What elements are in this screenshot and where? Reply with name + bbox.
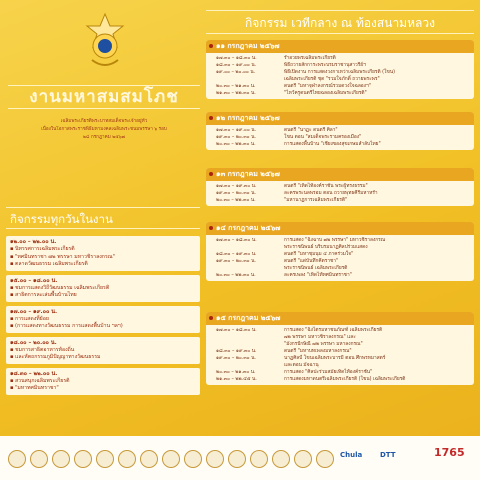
daily-item-text: "มหาทศมินทราชา" xyxy=(15,385,59,391)
daily-item-text: สวนสนุกเฉลิมพระเกียรติ xyxy=(15,377,70,384)
schedule-activity: ดนตรี "มหาบทเพลงมหาลงกรณ" xyxy=(284,349,352,354)
daily-item-line xyxy=(10,292,196,300)
daily-item xyxy=(6,306,200,333)
schedule-row xyxy=(216,362,468,369)
ministry-seal-icon xyxy=(74,450,92,468)
day-date: ๑๔ กรกฎาคม ๒๕๖๗ xyxy=(206,222,474,235)
bullet-icon: ▪ xyxy=(10,261,14,267)
ministry-seal-icon xyxy=(228,450,246,468)
schedule-time: ๒๑.๓๐ – ๒๒.๓๐ น. xyxy=(216,91,256,96)
schedule-time: ๒๐.๓๐ – ๒๒.๓๐ น. xyxy=(216,273,256,278)
daily-item-time: ๑๘.๐๐ – ๒๐.๐๐ น. xyxy=(10,339,57,346)
day-date: ๑๕ กรกฎาคม ๒๕๖๗ xyxy=(206,312,474,325)
schedule-time: ๑๘.๓๐ – ๑๙.๓๐ น. xyxy=(216,349,257,354)
schedule-activity: พิธีเปิดงาน การแสดงวงกาเหว่าเฉลิมพระเกียรติ (โขน) xyxy=(284,70,395,75)
ministry-seal-icon xyxy=(184,450,202,468)
daily-item-text: นิทรรศการเฉลิมพระเกียรติ xyxy=(15,246,75,252)
daily-item-text: การแสดงที่ย้อย xyxy=(15,315,49,322)
schedule-row xyxy=(216,355,468,362)
ministry-seal-icon xyxy=(30,450,48,468)
daily-item-line xyxy=(10,246,196,254)
daily-item-line xyxy=(10,285,196,293)
sponsor-wordmark: DTT xyxy=(380,451,396,459)
bullet-icon: ▪ xyxy=(10,284,14,291)
schedule-activity: การแสดง "ฉิงไตรมหาชนภัณฑ์ เฉลิมพระเกียรติ xyxy=(284,328,383,333)
bullet-icon: ▪ xyxy=(10,253,14,260)
daily-activities-list xyxy=(6,236,200,399)
daily-item-text: ชมการแสดงวิถีวัฒนธรรม เฉลิมพระเกียรติ xyxy=(15,284,110,291)
day-date: ๑๒ กรกฎาคม ๒๕๖๗ xyxy=(206,112,474,125)
schedule-row xyxy=(216,251,468,258)
schedule-activity: โขน ตอน "สมเด็จพระรามครองเมือง" xyxy=(284,135,362,140)
schedule-time: ๑๙.๐๐ – ๒๐.๐๐ น. xyxy=(216,70,256,75)
schedule-activity: พระราชนิพนธ์ บริบรมนาฏศิลปร่วมแสดง xyxy=(284,245,368,250)
day-schedule-card xyxy=(206,40,474,99)
ministry-seal-icon xyxy=(8,450,26,468)
schedule-activity: พระราชนิพนธ์ เฉลิมพระเกียรติ xyxy=(284,266,348,271)
ministry-seal-icon xyxy=(250,450,268,468)
schedule-activity: การแสดง "ฉิงฉาบ ๗๒ พรรษา" มหาวชิราลงกรณ xyxy=(284,238,386,243)
subtitle-line: เนื่องในโอกาสพระราชพิธีมหามงคลเฉลิมพระชนมพรรษา ๖ รอบ xyxy=(41,127,167,132)
schedule-row xyxy=(216,376,468,383)
schedule-row xyxy=(216,62,468,69)
subtitle-line: ๒๘ กรกฎาคม ๒๕๖๗ xyxy=(82,135,126,140)
schedule-activity: ดนตรี "มหาจุฬาลงกรณ์รวมดวงใจฉลองฯ" xyxy=(284,84,371,89)
schedule-row xyxy=(216,244,468,251)
bullet-icon: ▪ xyxy=(10,346,14,353)
daily-activities-title: กิจกรรมทุกวันในงาน xyxy=(6,207,200,229)
daily-item-line xyxy=(10,347,196,355)
schedule-activity: พิธีถวายสักการะพระบรมราชานุสาวรีย์ฯ xyxy=(284,63,366,68)
schedule-row xyxy=(216,83,468,90)
bullet-icon: ▪ xyxy=(10,292,14,298)
schedule-activity: ดนตรี "แด่บันทึกคีตราชา" xyxy=(284,259,339,264)
schedule-activity: นาฏศิลป์ โขนเฉลิมพระบารมี ตอน ศึกพรหมาสตร์ xyxy=(284,356,386,361)
daily-item-text: (การแสดงทางวัฒนธรรม การแสดงพื้นบ้าน ฯลฯ) xyxy=(15,323,123,329)
ministry-seal-icon xyxy=(140,450,158,468)
schedule-activity: รำอวยพรเฉลิมพระเกียรติ xyxy=(284,56,336,61)
daily-item-time: ๑๘.๓๐ – ๒๒.๐๐ น. xyxy=(10,370,58,377)
daily-item-line xyxy=(10,261,196,269)
schedule-row xyxy=(216,55,468,62)
schedule-time: ๑๘.๓๐ – ๑๙.๓๐ น. xyxy=(216,252,257,257)
royal-emblem-icon xyxy=(82,12,128,70)
ministry-seal-icon xyxy=(96,450,114,468)
schedule-time: ๑๙.๓๐ – ๒๐.๓๐ น. xyxy=(216,356,256,361)
schedule-time: ๑๙.๓๐ – ๒๐.๓๐ น. xyxy=(216,259,256,264)
schedule-activity: การแสดงมหาดนตรีเฉลิมพระเกียรติ (โขน) เฉลิมพระเกียรติ xyxy=(284,377,406,382)
schedule-activity: และตอน มัจฉานุ xyxy=(284,363,319,368)
schedule-activity: เฉลิมพระเกียรติ ชุด "รวมใจภักดิ์ ถวายพระพร" xyxy=(284,77,380,82)
day-schedule-card xyxy=(206,222,474,281)
schedule-activity: "ไหว้ครูดนตรีไทยฉลองเฉลิมพระเกียรติ" xyxy=(284,91,367,96)
schedule-time: ๒๐.๓๐ – ๒๑.๓๐ น. xyxy=(216,370,256,375)
schedule-activity: การแสดง "ศิลปะร่วมสมัยเทิดไท้องค์ราชัน" xyxy=(284,370,373,375)
schedule-time: ๑๗.๓๐ – ๑๘.๓๐ น. xyxy=(216,328,257,333)
schedule-time xyxy=(216,244,284,251)
schedule-time: ๒๑.๓๐ – ๒๒.๔๕ น. xyxy=(216,377,257,382)
schedule-activity: ละครเพลง "เทิดไท้ทศมินทราชา" xyxy=(284,273,352,278)
schedule-activity: ละครพระนลพรอม ตอน ถวายพุทธคีรีมหาหรำ xyxy=(284,191,378,196)
schedule-time: ๑๘.๓๐ – ๑๙.๐๐ น. xyxy=(216,63,257,68)
schedule-row xyxy=(216,272,468,279)
schedule-time xyxy=(216,362,284,369)
schedule-activity: ดนตรี "นาฏะ ดนตรี ศิลา" xyxy=(284,128,338,133)
day-date: ๑๓ กรกฎาคม ๒๕๖๗ xyxy=(206,168,474,181)
daily-item-line xyxy=(10,354,196,362)
schedule-activity: "มังกรปักษิณี ๗๒ พรรษา มหาลงกรณ" xyxy=(284,342,363,347)
schedule-row xyxy=(216,258,468,265)
event-title: งานมหาสมสมโภช xyxy=(8,85,200,109)
daily-item-time: ๑๒.๐๐ – ๒๒.๐๐ น. xyxy=(10,239,57,245)
day-schedule-card xyxy=(206,168,474,206)
daily-item-line xyxy=(10,323,196,331)
schedule-activity: การแสดงพื้นบ้าน "เชียงของสุขเกษมลำลับไทย" xyxy=(284,142,381,147)
bullet-icon: ▪ xyxy=(10,323,14,329)
schedule-time xyxy=(216,76,284,83)
day-date: ๑๑ กรกฎาคม ๒๕๖๗ xyxy=(206,40,474,53)
schedule-row xyxy=(216,237,468,244)
bullet-icon: ▪ xyxy=(10,315,14,322)
ministry-seal-icon xyxy=(272,450,290,468)
schedule-row xyxy=(216,334,468,341)
daily-item-text: ตลาดวัฒนธรรม เฉลิมพระเกียรติ xyxy=(15,261,88,267)
schedule-row xyxy=(216,134,468,141)
daily-item-text: "ทศมินทราชา ๗๒ พรรษา มหาวชิราลงกรณ" xyxy=(15,253,115,260)
schedule-activity: ดนตรี "เทิดไท้องค์ราชัน พระผู้ทรงธรรม" xyxy=(284,184,368,189)
schedule-row xyxy=(216,327,468,334)
schedule-activity: ๗๒ พรรษา มหาวชิราลงกรณ" และ xyxy=(284,335,356,340)
ministry-seal-icon xyxy=(316,450,334,468)
schedule-time xyxy=(216,341,284,348)
daily-item-line xyxy=(10,254,196,262)
daily-item xyxy=(6,368,200,395)
schedule-time: ๒๐.๓๐ – ๒๒.๓๐ น. xyxy=(216,142,256,147)
day-schedule-card xyxy=(206,312,474,385)
schedule-time xyxy=(216,265,284,272)
anniversary-number: 1765 xyxy=(434,446,465,459)
schedule-activity: "มหานาฏการเฉลิมพระเกียรติ" xyxy=(284,198,348,203)
ministry-seal-icon xyxy=(118,450,136,468)
schedule-row xyxy=(216,141,468,148)
schedule-row xyxy=(216,369,468,376)
schedule-row xyxy=(216,183,468,190)
schedule-time: ๑๗.๓๐ – ๑๘.๓๐ น. xyxy=(216,238,257,243)
day-schedule-card xyxy=(206,112,474,150)
schedule-row xyxy=(216,90,468,97)
daily-item-text: สาธิตการละเล่นพื้นบ้านไทย xyxy=(15,292,77,298)
daily-item-line xyxy=(10,385,196,393)
schedule-time: ๑๗.๓๐ – ๑๙.๓๐ น. xyxy=(216,184,257,189)
daily-item-line xyxy=(10,316,196,324)
main-stage-title: กิจกรรม เวทีกลาง ณ ท้องสนามหลวง xyxy=(206,10,474,34)
schedule-time xyxy=(216,334,284,341)
schedule-row xyxy=(216,348,468,355)
schedule-time: ๑๙.๓๐ – ๒๐.๓๐ น. xyxy=(216,135,256,140)
schedule-time: ๑๗.๓๐ – ๑๘.๓๐ น. xyxy=(216,56,257,61)
daily-item xyxy=(6,236,200,271)
daily-item-text: และหัตถกรรมภูมิปัญญาทางวัฒนธรรม xyxy=(15,354,101,360)
schedule-activity: ดนตรี "มหาชุมนุม ๔ ภาคร่วมใจ" xyxy=(284,252,354,257)
bullet-icon: ▪ xyxy=(10,354,14,360)
daily-item xyxy=(6,337,200,364)
daily-item-text: ชมการสาธิตอาหารท้องถิ่น xyxy=(15,346,75,353)
schedule-time: ๑๙.๓๐ – ๒๐.๓๐ น. xyxy=(216,191,256,196)
bullet-icon: ▪ xyxy=(10,385,14,391)
event-subtitle xyxy=(6,118,202,142)
ministry-seal-icon xyxy=(52,450,70,468)
bullet-icon: ▪ xyxy=(10,377,14,384)
daily-item-time: ๑๗.๐๐ – ๑๙.๐๐ น. xyxy=(10,308,58,315)
schedule-row xyxy=(216,341,468,348)
ministry-seal-icon xyxy=(206,450,224,468)
schedule-row xyxy=(216,127,468,134)
schedule-time: ๒๐.๓๐ – ๒๒.๓๐ น. xyxy=(216,198,256,203)
ministry-seal-icon xyxy=(294,450,312,468)
schedule-row xyxy=(216,76,468,83)
sponsor-wordmark: Chula xyxy=(340,451,363,459)
daily-item-line xyxy=(10,378,196,386)
schedule-row xyxy=(216,69,468,76)
schedule-row xyxy=(216,197,468,204)
schedule-time: ๑๗.๓๐ – ๑๙.๐๐ น. xyxy=(216,128,257,133)
bullet-icon: ▪ xyxy=(10,246,14,252)
daily-item xyxy=(6,275,200,302)
schedule-time: ๒๐.๓๐ – ๒๑.๓๐ น. xyxy=(216,84,256,89)
schedule-row xyxy=(216,190,468,197)
subtitle-line: เฉลิมพระเกียรติพระบาทสมเด็จพระเจ้าอยู่หัว xyxy=(60,119,148,124)
daily-item-time: ๑๕.๐๐ – ๑๘.๐๐ น. xyxy=(10,277,58,284)
schedule-row xyxy=(216,265,468,272)
ministry-seal-icon xyxy=(162,450,180,468)
